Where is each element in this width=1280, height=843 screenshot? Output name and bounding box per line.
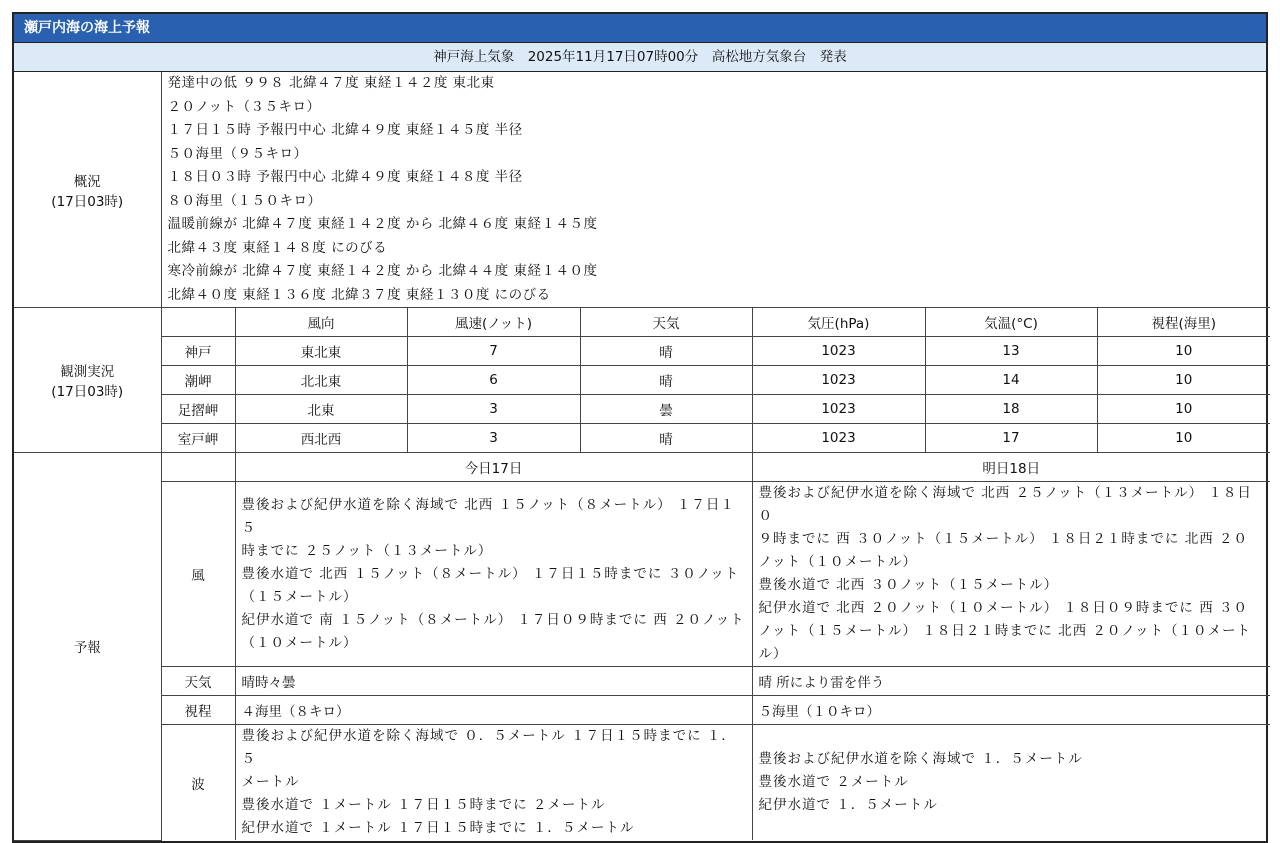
gaikyo-time: (17日03時) (51, 193, 124, 210)
obs-row (14, 337, 1270, 366)
gaikyo-line: ５０海里（９５キロ） (167, 145, 308, 162)
gaikyo-line: 北緯４０度 東経１３６度 北緯３７度 東経１３０度 にのびる (167, 286, 551, 303)
obs-wind-speed: 3 (407, 424, 580, 453)
wind-today-line: 時までに ２５ノット（１３メートル） (241, 542, 493, 559)
wind-today-line: 豊後水道で 北西 １５ノット（８メートル） １７日１５時までに ３０ノット (241, 565, 740, 582)
issued-line: 神戸海上気象 2025年11月17日07時00分 高松地方気象台 発表 (14, 43, 1266, 72)
obs-place: 神戸 (161, 337, 235, 366)
obs-visibility: 10 (1097, 337, 1270, 366)
obs-header: 風向 (235, 308, 407, 337)
gaikyo-line: ８０海里（１５０キロ） (167, 192, 322, 209)
forecast-tomorrow-header: 明日18日 (752, 453, 1270, 482)
obs-header: 天気 (580, 308, 752, 337)
forecast-panel (12, 12, 1268, 843)
wave-tomorrow-line: 豊後水道で ２メートル (758, 774, 909, 790)
wind-today-line: 紀伊水道で 南 １５ノット（８メートル） １７日０９時までに 西 ２０ノット (241, 611, 745, 628)
obs-pressure: 1023 (752, 424, 925, 453)
wind-today-line: （１５メートル） (241, 588, 358, 605)
forecast-visibility-row (14, 696, 1270, 725)
obs-visibility: 10 (1097, 395, 1270, 424)
obs-header-blank (161, 308, 235, 337)
forecast-day-header-row (14, 453, 1270, 482)
obs-pressure: 1023 (752, 337, 925, 366)
wind-tomorrow-line: ル） (758, 646, 788, 662)
obs-place: 室戸岬 (161, 424, 235, 453)
obs-wind-speed: 7 (407, 337, 580, 366)
wind-tomorrow-line: 紀伊水道で 北西 ２０ノット（１０メートル） １８日０９時までに 西 ３０ (758, 600, 1249, 616)
obs-place: 潮岬 (161, 366, 235, 395)
wave-tomorrow-line: 紀伊水道で １．５メートル (758, 797, 938, 813)
obs-header: 視程(海里) (1097, 308, 1270, 337)
obs-row (14, 424, 1270, 453)
visibility-today: ４海里（８キロ） (235, 696, 752, 725)
obs-label: 観測実況 (60, 364, 115, 380)
obs-weather: 晴 (580, 424, 752, 453)
obs-time: (17日03時) (51, 384, 124, 400)
wave-tomorrow (752, 725, 1270, 841)
wave-label: 波 (161, 725, 235, 841)
obs-temp: 14 (925, 366, 1097, 395)
page-title: 瀬戸内海の海上予報 (14, 14, 1266, 43)
obs-weather: 晴 (580, 366, 752, 395)
wave-tomorrow-line: 豊後および紀伊水道を除く海域で １．５メートル (758, 751, 1083, 767)
gaikyo-line: １８日０３時 予報円中心 北緯４９度 東経１４８度 半径 (167, 169, 523, 185)
gaikyo-label: 概況 (73, 173, 101, 190)
obs-header: 風速(ノット) (407, 308, 580, 337)
obs-weather: 曇 (580, 395, 752, 424)
visibility-label: 視程 (161, 696, 235, 725)
wind-today-line: 豊後および紀伊水道を除く海域で 北西 １５ノット（８メートル） １７日１５ (241, 496, 735, 536)
weather-label: 天気 (161, 667, 235, 696)
obs-wind-dir: 北東 (235, 395, 407, 424)
gaikyo-line: 北緯４３度 東経１４８度 にのびる (167, 239, 388, 256)
obs-header: 気温(°C) (925, 308, 1097, 337)
visibility-tomorrow: ５海里（１０キロ） (752, 696, 1270, 725)
obs-wind-dir: 西北西 (235, 424, 407, 453)
gaikyo-line: 発達中の低 ９９８ 北緯４７度 東経１４２度 東北東 (167, 75, 495, 91)
obs-row (14, 395, 1270, 424)
forecast-wave-row (14, 725, 1270, 841)
wind-tomorrow-line: 豊後水道で 北西 ３０ノット（１５メートル） (758, 577, 1059, 593)
gaikyo-line: 温暖前線が 北緯４７度 東経１４２度 から 北緯４６度 東経１４５度 (167, 216, 598, 232)
wind-tomorrow-line: 豊後および紀伊水道を除く海域で 北西 ２５ノット（１３メートル） １８日０ (758, 485, 1252, 524)
obs-pressure: 1023 (752, 366, 925, 395)
obs-pressure: 1023 (752, 395, 925, 424)
wave-today-line: 豊後および紀伊水道を除く海域で ０．５メートル １７日１５時までに １．５ (241, 728, 736, 767)
wave-today-line: メートル (241, 774, 300, 790)
obs-visibility: 10 (1097, 424, 1270, 453)
forecast-wind-row (14, 482, 1270, 667)
weather-today: 晴時々曇 (235, 667, 752, 696)
obs-row (14, 366, 1270, 395)
obs-temp: 18 (925, 395, 1097, 424)
forecast-today-header: 今日17日 (235, 453, 752, 482)
forecast-weather-row (14, 667, 1270, 696)
forecast-table (14, 72, 1270, 841)
wind-label: 風 (161, 482, 235, 667)
wave-today-line: 紀伊水道で １メートル １７日１５時までに １．５メートル (241, 820, 635, 836)
obs-visibility: 10 (1097, 366, 1270, 395)
wave-today-line: 豊後水道で １メートル １７日１５時までに ２メートル (241, 797, 606, 813)
weather-tomorrow: 晴 所により雷を伴う (752, 667, 1270, 696)
forecast-header-blank (161, 453, 235, 482)
obs-header: 気圧(hPa) (752, 308, 925, 337)
gaikyo-row (14, 72, 1270, 308)
wave-today (235, 725, 752, 841)
obs-temp: 13 (925, 337, 1097, 366)
obs-wind-speed: 3 (407, 395, 580, 424)
obs-wind-dir: 東北東 (235, 337, 407, 366)
wind-tomorrow-line: ノット（１５メートル） １８日２１時までに 北西 ２０ノット（１０メート (758, 623, 1251, 639)
wind-tomorrow-line: ノット（１０メートル） (758, 554, 918, 570)
gaikyo-label-cell (14, 72, 161, 308)
obs-temp: 17 (925, 424, 1097, 453)
gaikyo-line: 寒冷前線が 北緯４７度 東経１４２度 から 北緯４４度 東経１４０度 (167, 263, 598, 279)
obs-wind-dir: 北北東 (235, 366, 407, 395)
gaikyo-line: １７日１５時 予報円中心 北緯４９度 東経１４５度 半径 (167, 122, 523, 138)
obs-weather: 晴 (580, 337, 752, 366)
obs-place: 足摺岬 (161, 395, 235, 424)
wind-tomorrow (752, 482, 1270, 667)
obs-header-row (14, 308, 1270, 337)
obs-label-cell (14, 308, 161, 453)
forecast-label: 予報 (14, 453, 161, 841)
obs-wind-speed: 6 (407, 366, 580, 395)
gaikyo-text (161, 72, 1270, 308)
wind-today-line: （１０メートル） (241, 634, 358, 651)
wind-tomorrow-line: ９時までに 西 ３０ノット（１５メートル） １８日２１時までに 北西 ２０ (758, 531, 1249, 547)
gaikyo-line: ２０ノット（３５キロ） (167, 98, 321, 115)
wind-today (235, 482, 752, 667)
